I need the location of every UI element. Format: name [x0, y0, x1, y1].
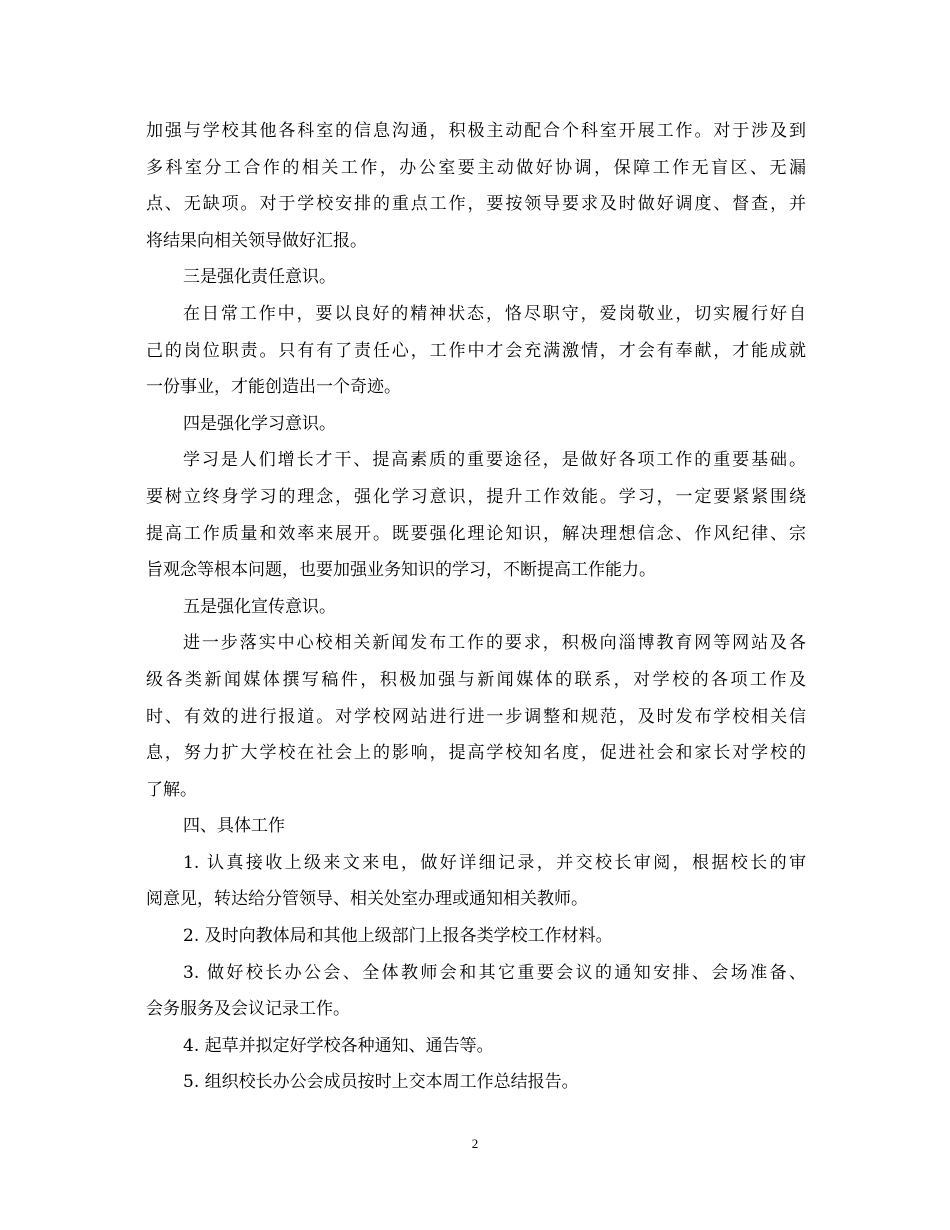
section-heading: 五是强化宣传意识。	[183, 596, 336, 617]
section-heading: 四、具体工作	[183, 816, 285, 837]
paragraph-line: 旨观念等根本问题，也要加强业务知识的学习，不断提高工作能力。	[146, 560, 656, 581]
document-body	[146, 113, 806, 1101]
paragraph-line: 级各类新闻媒体撰写稿件，积极加强与新闻媒体的联系，对学校的各项工作及	[146, 669, 806, 690]
paragraph-line: 要树立终身学习的理念，强化学习意识，提升工作效能。学习，一定要紧紧围绕	[146, 486, 806, 507]
paragraph-line: 提高工作质量和效率来展开。既要强化理论知识，解决理想信念、作风纪律、宗	[146, 523, 806, 544]
list-item-line: 4. 起草并拟定好学校各种通知、通告等。	[183, 1035, 494, 1056]
list-item-line: 3. 做好校长办公会、全体教师会和其它重要会议的通知安排、会场准备、	[183, 962, 806, 983]
paragraph-line: 了解。	[146, 779, 197, 800]
paragraph-line: 在日常工作中，要以良好的精神状态，恪尽职守，爱岗敬业，切实履行好自	[183, 303, 806, 324]
paragraph-line: 息，努力扩大学校在社会上的影响，提高学校知名度，促进社会和家长对学校的	[146, 743, 806, 764]
list-item-line: 会务服务及会议记录工作。	[146, 999, 350, 1020]
paragraph-line: 多科室分工合作的相关工作，办公室要主动做好协调，保障工作无盲区、无漏	[146, 157, 806, 178]
paragraph-line: 己的岗位职责。只有有了责任心，工作中才会充满激情，才会有奉献，才能成就	[146, 340, 806, 361]
paragraph-line: 加强与学校其他各科室的信息沟通，积极主动配合个科室开展工作。对于涉及到	[146, 121, 806, 141]
paragraph-line: 将结果向相关领导做好汇报。	[146, 230, 367, 251]
list-item-line: 2. 及时向教体局和其他上级部门上报各类学校工作材料。	[183, 926, 613, 947]
page-number: 2	[471, 1136, 479, 1151]
section-heading: 四是强化学习意识。	[183, 413, 336, 434]
paragraph-line: 一份事业，才能创造出一个奇迹。	[146, 377, 401, 398]
list-item-line: 1. 认真接收上级来文来电，做好详细记录，并交校长审阅，根据校长的审	[183, 852, 806, 873]
paragraph-line: 学习是人们增长才干、提高素质的重要途径，是做好各项工作的重要基础。	[183, 450, 806, 471]
list-item-line: 阅意见，转达给分管领导、相关处室办理或通知相关教师。	[146, 889, 588, 910]
paragraph-line: 时、有效的进行报道。对学校网站进行进一步调整和规范，及时发布学校相关信	[146, 706, 806, 727]
list-item-line: 5. 组织校长办公会成员按时上交本周工作总结报告。	[183, 1072, 579, 1093]
section-heading: 三是强化责任意识。	[183, 267, 336, 288]
paragraph-line: 进一步落实中心校相关新闻发布工作的要求，积极向淄博教育网等网站及各	[183, 633, 806, 654]
paragraph-line: 点、无缺项。对于学校安排的重点工作，要按领导要求及时做好调度、督查，并	[146, 194, 806, 215]
